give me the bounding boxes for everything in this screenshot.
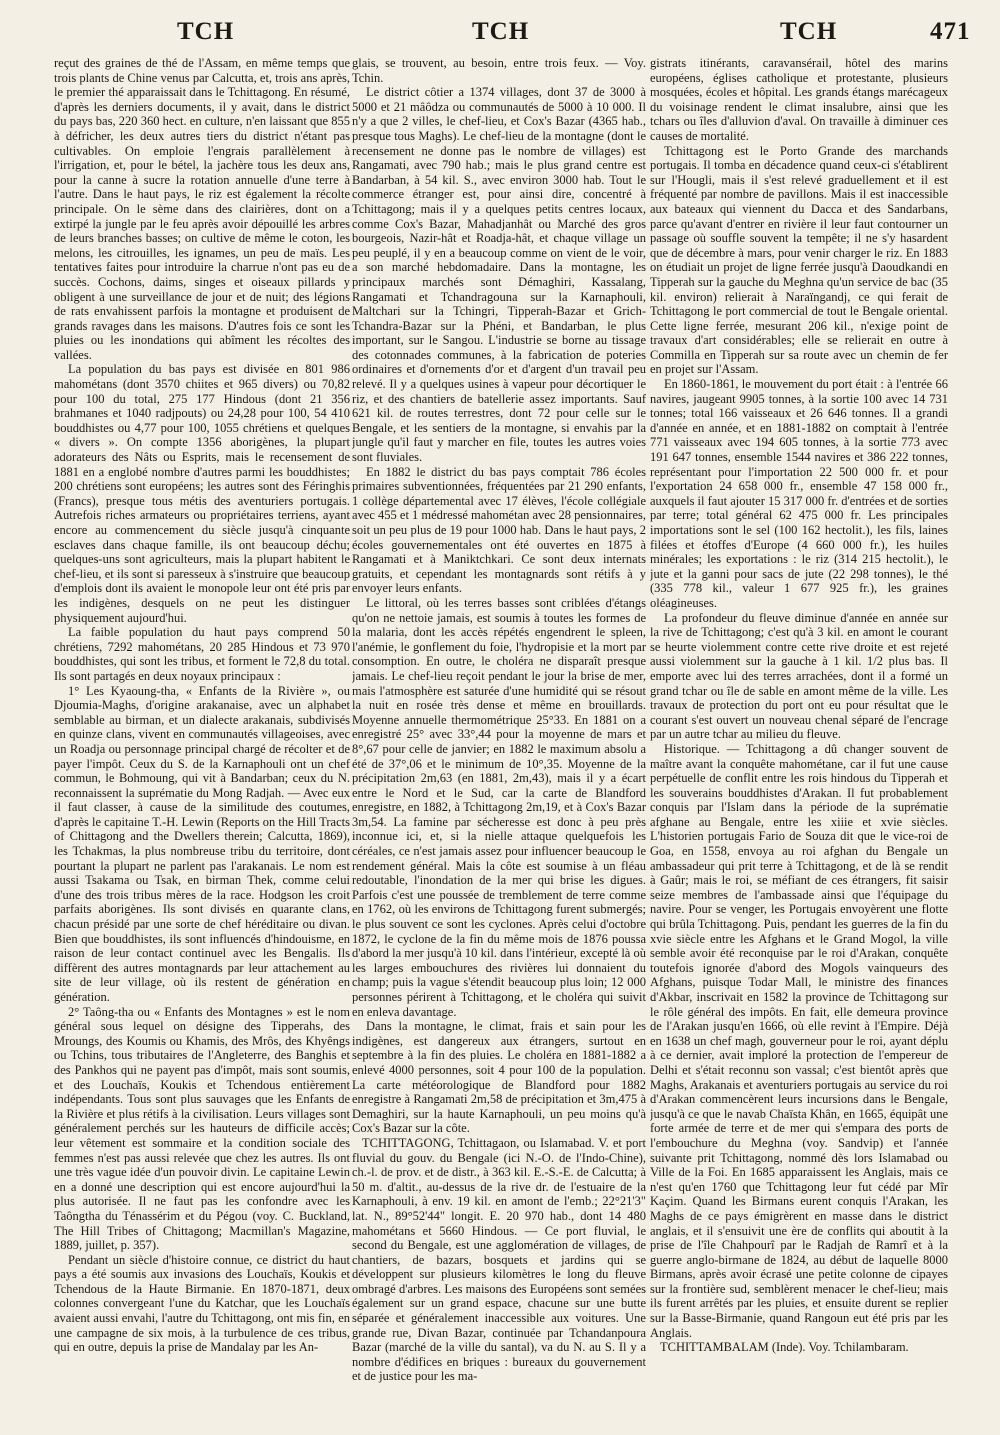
header-right-guideword: TCH	[780, 18, 838, 45]
paragraph: 1° Les Kyaoung-tha, « Enfants de la Rivière », ou Djoumia-Maghs, d'origine arakanaise, avec un alphabet semblable au birman, et un dialecte arakanais, subdivisés en quinze clans, vivent en communautés villageoises, avec un Roadja ou personnage principal chargé de récolter et de payer l'impôt. Ceux du S. de la Karnaphouli ont un chef commun, le Bohmoung, qui vit à Bandarban; ceux du N. reconnaissent la suprématie du Mong Radjah. — Avec eux il faut classer, à cause de la similitude des coutumes, d'après le capitaine T.-H. Lewin (Reports on the Hill Tracts of Chittagong and the Dwellers therein; Calcutta, 1869), les Tchakmas, la plus nombreuse tribu du territoire, dont pourtant la plupart ne parlent pas l'arakanais. Le nom est aussi Tsakama ou Tsak, en birman Thek, comme celui d'une des trois tribus mères de la race. Hodgson les croit parfaits aborigènes. Ils sont divisés en quarante clans, chacun présidé par une sorte de chef héréditaire ou divan. Bien que bouddhistes, ils sont influencés d'hindouisme, en raison de leur contact continuel avec les Bengalis. Ils diffèrent des autres montagnards par leur attachement au site de leur village, où ils restent de génération en génération.	[54, 683, 350, 1004]
paragraph: Tchittagong est le Porto Grande des marchands portugais. Il tomba en décadence quand ceux-ci s'établirent sur l'Hougli, mais il s'est relevé graduellement et il est fréquenté par nombre de pavillons. Mais il est inaccessible aux bateaux qui viennent du Dacca et des Sandarbans, parce qu'avant d'entrer en rivière il leur faut contourner un passage où souffle souvent la tempête; il ne s'y hasardent que de décembre à mars, pour venir charger le riz. En 1883 on étudiait un projet de ligne ferrée jusqu'à Daoudkandi en Tipperah sur la gauche du Meghna qu'un service de bac (35 kil. environ) relierait à Naraïngandj, ce qui ferait de Tchittagong le port commercial de tout le Bengale oriental. Cette ligne ferrée, mesurant 206 kil., n'exige point de travaux d'art considérables; elle se relierait en outre à Commilla en Tipperah sur sa route avec un chemin de fer en projet sur l'Assam.	[650, 143, 948, 377]
text-column-1	[54, 56, 350, 1426]
paragraph: reçut des graines de thé de l'Assam, en même temps que trois plants de Chine venus par Calcutta, et, trois ans après, le premier thé apparaissait dans le Tchittagong. En résumé, d'après les derniers documents, il y avait, dans le district du pays bas, 220 360 hect. en culture, n'en laissant que 855 à défricher, les deux autres tiers du district n'étant pas cultivables. On emploie l'engrais parallèlement à l'irrigation, et, pour le bétel, la jachère tous les deux ans, pour la canne à sucre la rotation annuelle d'une terre à l'autre. Dans le haut pays, le riz est également la récolte principale. On le sème dans des clairières, dont on a extirpé la jungle par le feu après avoir dépouillé les arbres de leurs branches basses; on cultive de même le coton, les melons, les citrouilles, les ignames, un peu de maïs. Les tentatives faites pour introduire la charrue n'ont pas eu de succès. Cochons, daims, singes et oiseaux pillards y obligent à une surveillance de jour et de nuit; des légions de rats envahissent parfois la montagne et produisent de grands ravages dans les maisons. D'autres fois ce sont les pluies ou les inondations qui abîment les récoltes des vallées.	[54, 56, 350, 362]
paragraph: Historique. — Tchittagong a dû changer souvent de maître avant la conquête mahométane, car il fut une cause perpétuelle de conflit entre les rois hindous du Tipperah et les souverains bouddhistes d'Arakan. Il fut probablement conquis par l'Islam dans la période de la suprématie afghane au Bengale, entre les xiiie et xvie siècles. L'historien portugais Fario de Souza dit que le vice-roi de Goa, en 1558, envoya au roi afghan du Bengale un ambassadeur qui prit terre à Tchittagong, et de là se rendit à Gaûr; mais le roi, se méfiant de ces étrangers, fit saisir seize membres de l'ambassade ainsi que l'équipage du navire. Pour se venger, les Portugais envoyèrent une flotte qui brûla Tchittagong. Puis, pendant les guerres de la fin du xvie siècle entre les Afghans et le Grand Mogol, la ville semble avoir été reconquise par le roi d'Arakan, conquête toutefois ignorée d'abord des Mogols vainqueurs des Afghans, puisque Todar Mall, le ministre des finances d'Akbar, inscrivait en 1582 la province de Tchittagong sur le rôle général des impôts. En fait, elle demeura province de l'Arakan jusqu'en 1666, où elle revint à l'Empire. Déjà en 1638 un chef magh, gouverneur pour le roi, ayant déplu à ce dernier, avait imploré la protection de l'empereur de Delhi et s'était reconnu son vassal; c'est bientôt après que Maghs, Arakanais et aventuriers portugais au service du roi d'Arakan commencèrent leurs incursions dans le Bengale, jusqu'à ce que le navab Chaïsta Khân, en 1665, équipât une forte armée de terre et de mer qui s'empara des ports de l'embouchure du Meghna (voy. Sandvip) et l'année suivante prit Tchittagong, nommé dès lors Islamabad ou Ville de la Foi. En 1685 apparaissent les Anglais, mais ce n'est qu'en 1760 que Tchittagong leur fut cédé par Mîr Kaçim. Quand les Birmans eurent conquis l'Arakan, les Maghs de ce pays émigrèrent en masse dans le district anglais, et il s'ensuivit une ère de conflits qui aboutit à la prise de l'île Chahpourî par le Radjah de Ramrî et à la guerre anglo-birmane de 1824, au début de laquelle 8000 Birmans, après avoir écrasé une petite colonne de cipayes sur la frontière sud, semblèrent menacer le chef-lieu; mais ils furent arrêtés par les pluies, et ensuite durent se replier sur la Basse-Birmanie, quand Rangoun eut été pris par les Anglais.	[650, 741, 948, 1340]
dictionary-entry-tchittambalam: TCHITTAMBALAM (Inde). Voy. Tchilambaram.	[660, 1340, 909, 1355]
paragraph: gistrats itinérants, caravansérail, hôtel des marins européens, églises catholique et protestante, plusieurs mosquées, écoles et hôpital. Les grands étangs marécageux du voisinage rendent le climat insalubre, ainsi que les tchars ou îles d'alluvion d'aval. On travaille à diminuer ces causes de mortalité.	[650, 56, 948, 143]
paragraph: La profondeur du fleuve diminue d'année en année sur la rive de Tchittagong; c'est qu'à 3 kil. en amont le courant se heurte violemment contre cette rive droite et est rejeté aussi violemment sur la gauche à 1 kil. 1/2 plus bas. Il emporte avec lui des terres arrachées, dont il a formé un grand tchar ou île de sable en amont même de la ville. Les travaux de protection du port ont eu pour résultat que le courant s'est ouvert un nouveau chenal séparé de l'encrage par un autre tchar au milieu du fleuve.	[650, 610, 948, 742]
dictionary-entry-tchittagong: TCHITTAGONG, Tchittagaon, ou Islamabad. V. et port fluvial du gouv. du Bengale (ici N.-O. de l'Indo-Chine), ch.-l. de prov. et de distr., à 363 kil. E.-S.-E. de Calcutta; à 50 m. d'altit., au-dessus de la rive dr. de l'estuaire de la Karnaphouli, à env. 19 kil. en amont de l'emb.; 22°21'3" lat. N., 89°52'44" longit. E. 20 970 hab., dont 14 480 mahométans et 5660 Hindous. — Ce port fluvial, le second du Bengale, est une agglomération de villages, de chantiers, de bazars, bosquets et jardins qui se développent sur plusieurs kilomètres le long du fleuve ombragé d'arbres. Les maisons des Européens sont semées également sur un grand espace, chacune sur une butte séparée et généralement inaccessible aux voitures. Une grande rue, Divan Bazar, continuée par Tchandanpoura Bazar (marché de la ville du santal), va du N. au S. Il y a nombre d'édifices en briques : bureaux du gouvernement et de justice pour les ma-	[352, 1135, 646, 1384]
paragraph: Le littoral, où les terres basses sont criblées d'étangs qu'on ne nettoie jamais, est soumis à toutes les formes de la malaria, dont les accès répétés engendrent le spleen, l'anémie, le gonflement du foie, l'hydropisie et la mort par consomption. En outre, le choléra ne disparaît presque jamais. Le chef-lieu reçoit pendant le jour la brise de mer, mais l'atmosphère est saturée d'une humidité qui se résout la nuit en rosée très dense et même en brouillards. Moyenne annuelle thermométrique 25°33. En 1881 on a enregistré 25° avec 33°,44 pour la moyenne de mars et 8°,67 pour celle de janvier; en 1882 le maximum absolu a été de 37°,06 et le minimum de 10°,35. Moyenne de la précipitation 2m,63 (en 1881, 2m,43), mais il y a écart entre le Nord et le Sud, car la carte de Blandford enregistre, en 1882, à Tchittagong 2m,19, et à Cox's Bazar 3m,54. La famine par sécheresse est donc à peu près inconnue ici, et, si la nielle attaque quelquefois les céréales, ce n'est jamais assez pour influencer beaucoup le rendement général. Mais la côte est soumise à un fléau redoutable, l'inondation de la mer qui brise les digues. Parfois c'est une poussée de tremblement de terre comme en 1762, où les environs de Tchittagong furent submergés; le plus souvent ce sont les cyclones. Après celui d'octobre 1872, le cyclone de la fin du même mois de 1876 poussa d'abord la mer jusqu'à 10 kil. dans l'intérieur, excepté là où les larges embouchures des rivières lui donnaient du champ; puis la vague s'étendit beaucoup plus loin; 12 000 personnes périrent à Tchittagong, et le choléra qui suivit en enleva davantage.	[352, 595, 646, 1019]
paragraph: glais, se trouvent, au besoin, entre trois feux. — Voy. Tchin.	[352, 56, 646, 85]
paragraph: La faible population du haut pays comprend 50 chrétiens, 7292 mahométans, 20 285 Hindous et 73 970 bouddhistes, qui sont les tribus, et forment le 72,8 du total. Ils sont partagés en deux noyaux principaux :	[54, 625, 350, 683]
paragraph: 2° Taông-tha ou « Enfants des Montagnes » est le nom général sous lequel on désigne des Tipperahs, des Mroungs, des Koumis ou Khamis, des Mrôs, des Khyêngs ou Tchins, tous tributaires de l'Angleterre, des Banghis et des Pankhos qui ne payent pas d'impôt, mais sont soumis, et des Louchaïs, Koukis et Tchendous entièrement indépendants. Tous sont plus sauvages que les Enfants de la Rivière et plus rétifs à la civilisation. Leurs villages sont généralement perchés sur les hauteurs de difficile accès; leur vêtement est sommaire et la condition sociale des femmes n'est pas aussi relevée que chez les autres. Ils ont une très vague idée d'un pouvoir divin. Le capitaine Lewin en a donné une description qui est encore aujourd'hui la plus autorisée. Il ne faut pas les confondre avec les Taôngtha du Ténassérim et du Pégou (voy. C. Buckland, The Hill Tribes of Chittagong; Macmillan's Magazine, 1889, juillet, p. 357).	[54, 1004, 350, 1253]
paragraph: Dans la montagne, le climat, frais et sain pour les indigènes, est dangereux aux étrangers, surtout en septembre à la fin des pluies. Le choléra en 1881-1882 a enlevé 4000 personnes, soit 4 pour 100 de la population. La carte météorologique de Blandford pour 1882 enregistre à Rangamati 2m,58 de précipitation et 3m,475 à Demaghiri, sur la haute Karnaphouli, un peu moins qu'à Cox's Bazar sur la côte.	[352, 1019, 646, 1136]
text-column-2	[352, 56, 646, 1426]
paragraph: En 1860-1861, le mouvement du port était : à l'entrée 66 navires, jaugeant 9905 tonnes, à la sortie 100 avec 14 731 tonnes; total 166 vaisseaux et 26 646 tonnes. Il a grandi d'année en année, et en 1881-1882 on comptait à l'entrée 771 vaisseaux avec 194 605 tonnes, à la sortie 773 avec 191 647 tonnes, ensemble 1544 navires et 386 222 tonnes, représentant pour l'importation 22 500 000 fr. et pour l'exportation 24 658 000 fr., ensemble 47 158 000 fr., auxquels il faut ajouter 15 317 000 fr. d'entrées et de sorties par terre; total général 62 475 000 fr. Les principales importations sont le sel (100 162 hectolit.), les fils, laines filées et étoffes d'Europe (4 660 000 fr.), les huiles minérales; les exportations : le riz (314 215 hectolit.), le jute et la ganni pour sacs de jute (22 298 tonnes), le thé (335 778 kil., valeur 1 677 925 fr.), les graines oléagineuses.	[650, 377, 948, 610]
page-number: 471	[930, 18, 971, 45]
paragraph: Pendant un siècle d'histoire connue, ce district du haut pays a été soumis aux invasions des Louchaïs, Koukis et Tchendous de la Haute Birmanie. En 1870-1871, deux colonnes convergeant l'une du Katchar, que les Louchaïs avaient aussi envahi, l'autre du Tchittagong, ont mis fin, en une campagne de six mois, à la turbulence de ces tribus, qui en outre, depuis la prise de Mandalay par les An-	[54, 1252, 350, 1355]
paragraph: La population du bas pays est divisée en 801 986 mahométans (dont 3570 chiites et 965 divers) ou 70,82 pour 100 du total, 275 177 Hindous (dont 21 356 brahmanes et 1040 radjpouts) ou 24,28 pour 100, 54 410 bouddhistes ou 4,77 pour 100, 1055 chrétiens et quelques « divers ». On compte 1356 aborigènes, la plupart adorateurs des Nâts ou Esprits, mais le recensement de 1881 en a englobé nombre d'autres parmi les bouddhistes; 200 chrétiens sont européens; les autres sont des Féringhis (Francs), presque tous métis des aventuriers portugais. Autrefois riches armateurs ou propriétaires terriens, ayant encore au commencement du siècle jusqu'à cinquante esclaves dans chaque famille, ils ont beaucoup déchu; quelques-uns sont agriculteurs, mais la plupart habitent le chef-lieu, et ils sont si paresseux à s'instruire que beaucoup d'emplois dont ils avaient le monopole leur ont été pris par les indigènes, desquels on ne peut les distinguer physiquement aujourd'hui.	[54, 362, 350, 625]
paragraph: En 1882 le district du bas pays comptait 786 écoles primaires subventionnées, fréquentées par 21 290 enfants, 1 collège départemental avec 17 élèves, l'école collégiale avec 455 et 1 médressé mahométan avec 28 pensionnaires, soit un peu plus de 19 pour 1000 hab. Dans le haut pays, 2 écoles gouvernementales ont été ouvertes en 1875 à Rangamati et à Maniktchkari. Ce sont deux internats gratuits, et cependant les montagnards sont rétifs à y envoyer leurs enfants.	[352, 464, 646, 596]
header-left-guideword: TCH	[177, 18, 235, 45]
running-header	[0, 8, 1000, 48]
paragraph: Le district côtier a 1374 villages, dont 37 de 3000 à 5000 et 21 mâôdza ou communautés de 5000 à 10 000. Il n'y a que 2 villes, le chef-lieu, et Cox's Bazar (4365 hab., presque tous Maghs). Le chef-lieu de la montagne (dont le recensement ne donne pas le nombre de villages) est Rangamati, avec 790 hab.; mais le plus grand centre est Bandarban, à 54 kil. S., avec environ 3000 hab. Tout le commerce étranger est, pour ainsi dire, concentré à Tchittagong; mais il y a quelques petits centres locaux, comme Cox's Bazar, Mahadjanhât ou Marché des gros bourgeois, Nazir-hât et Roadja-hât, et chaque village un peu peuplé, il y en a beaucoup comme on vient de le voir, a son marché hebdomadaire. Dans la montagne, les principaux marchés sont Démaghiri, Kassalang, Rangamati et Tchandragouna sur la Karnaphouli, Maltchari sur la Tchingri, Tipperah-Bazar et Grich-Tchandra-Bazar sur la Phéni, et Bandarban, le plus important, sur le Sangou. L'industrie se borne au tissage des cotonnades communes, à la fabrication de poteries ordinaires et d'ornements d'or et d'argent d'un travail peu relevé. Il y a quelques usines à vapeur pour décortiquer le riz, et des chantiers de batellerie assez importants. Sauf 621 kil. de routes terrestres, dont 72 pour celle sur le Bengale, et les sentiers de la montagne, si envahis par la jungle qu'il faut y marcher en file, toutes les autres voies sont fluviales.	[352, 85, 646, 465]
header-middle-guideword: TCH	[472, 18, 530, 45]
text-column-3	[650, 56, 948, 1426]
